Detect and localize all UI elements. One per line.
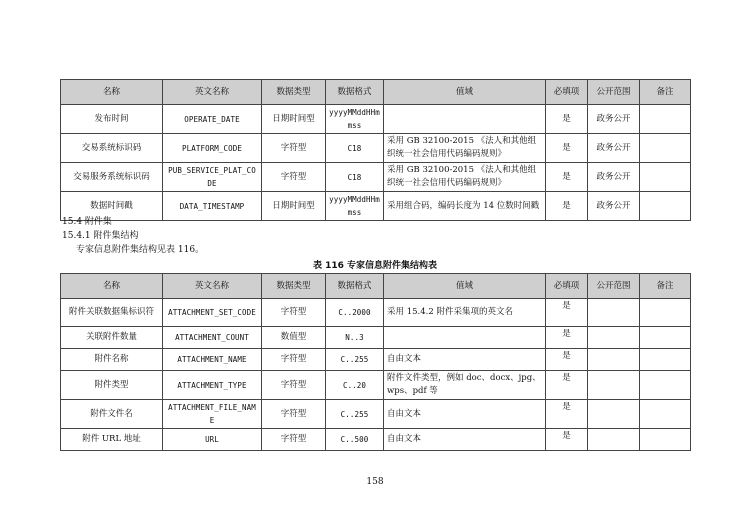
cell-required: 是 — [546, 429, 588, 451]
cell-data-format: C..500 — [326, 429, 384, 451]
col-header-remarks: 备注 — [640, 274, 691, 299]
cell-required: 是 — [546, 299, 588, 327]
table-row — [61, 105, 691, 134]
cell-data-format: C..255 — [326, 400, 384, 429]
cell-english-name: ATTACHMENT_TYPE — [163, 371, 262, 400]
cell-value-domain — [384, 327, 546, 349]
cell-value-domain: 自由文本 — [384, 349, 546, 371]
table-attachment-structure — [60, 273, 691, 451]
cell-name: 关联附件数量 — [61, 327, 163, 349]
cell-name: 交易服务系统标识码 — [61, 163, 163, 192]
cell-public-scope — [588, 400, 640, 429]
cell-data-type: 日期时间型 — [262, 192, 326, 221]
cell-remarks — [640, 400, 691, 429]
col-header-data-type: 数据类型 — [262, 80, 326, 105]
cell-name: 附件 URL 地址 — [61, 429, 163, 451]
cell-name: 交易系统标识码 — [61, 134, 163, 163]
cell-value-domain: 采用组合码，编码长度为 14 位数时间戳 — [384, 192, 546, 221]
cell-public-scope — [588, 299, 640, 327]
cell-data-format: yyyyMMddHHmmss — [326, 105, 384, 134]
cell-value-domain: 采用 GB 32100-2015 《法人和其他组织统一社会信用代码编码规则》 — [384, 163, 546, 192]
cell-remarks — [640, 371, 691, 400]
cell-value-domain: 采用 15.4.2 附件采集项的英文名 — [384, 299, 546, 327]
cell-value-domain: 采用 GB 32100-2015 《法人和其他组织统一社会信用代码编码规则》 — [384, 134, 546, 163]
col-header-public-scope: 公开范围 — [588, 274, 640, 299]
cell-data-type: 日期时间型 — [262, 105, 326, 134]
table-header-row — [61, 80, 691, 105]
cell-data-type: 字符型 — [262, 371, 326, 400]
table-row — [61, 299, 691, 327]
cell-public-scope: 政务公开 — [588, 105, 640, 134]
cell-english-name: PUB_SERVICE_PLAT_CODE — [163, 163, 262, 192]
cell-required: 是 — [546, 105, 588, 134]
cell-public-scope: 政务公开 — [588, 163, 640, 192]
cell-value-domain — [384, 105, 546, 134]
cell-english-name: PLATFORM_CODE — [163, 134, 262, 163]
page-number: 158 — [366, 477, 384, 487]
cell-data-type: 字符型 — [262, 400, 326, 429]
cell-data-format: C..255 — [326, 349, 384, 371]
table-row — [61, 192, 691, 221]
cell-data-type: 字符型 — [262, 134, 326, 163]
cell-required: 是 — [546, 349, 588, 371]
cell-public-scope — [588, 349, 640, 371]
col-header-value-domain: 值域 — [384, 80, 546, 105]
col-header-name: 名称 — [61, 274, 163, 299]
cell-remarks — [640, 163, 691, 192]
table-header-row — [61, 274, 691, 299]
cell-data-type: 字符型 — [262, 163, 326, 192]
cell-english-name: OPERATE_DATE — [163, 105, 262, 134]
cell-data-format: yyyyMMddHHmmss — [326, 192, 384, 221]
cell-english-name: ATTACHMENT_FILE_NAME — [163, 400, 262, 429]
col-header-data-format: 数据格式 — [326, 274, 384, 299]
cell-public-scope: 政务公开 — [588, 134, 640, 163]
cell-value-domain: 自由文本 — [384, 429, 546, 451]
cell-data-type: 字符型 — [262, 429, 326, 451]
cell-remarks — [640, 134, 691, 163]
section-heading-attachments: 15.4 附件集 — [62, 217, 112, 227]
cell-data-type: 字符型 — [262, 349, 326, 371]
col-header-public-scope: 公开范围 — [588, 80, 640, 105]
cell-value-domain: 附件文件类型，例如 doc、docx、jpg、wps、pdf 等 — [384, 371, 546, 400]
cell-data-format: N..3 — [326, 327, 384, 349]
cell-remarks — [640, 105, 691, 134]
cell-public-scope — [588, 371, 640, 400]
col-header-required: 必填项 — [546, 274, 588, 299]
table-row — [61, 134, 691, 163]
col-header-data-type: 数据类型 — [262, 274, 326, 299]
cell-data-format: C..2000 — [326, 299, 384, 327]
table-row — [61, 163, 691, 192]
cell-required: 是 — [546, 163, 588, 192]
intro-paragraph: 专家信息附件集结构见表 116。 — [76, 245, 205, 255]
cell-required: 是 — [546, 134, 588, 163]
cell-required: 是 — [546, 371, 588, 400]
table-publication-info — [60, 79, 691, 221]
col-header-english-name: 英文名称 — [163, 80, 262, 105]
table-row — [61, 371, 691, 400]
table-row — [61, 349, 691, 371]
cell-data-format: C..20 — [326, 371, 384, 400]
cell-required: 是 — [546, 400, 588, 429]
cell-data-type: 数值型 — [262, 327, 326, 349]
cell-remarks — [640, 192, 691, 221]
cell-english-name: ATTACHMENT_COUNT — [163, 327, 262, 349]
cell-data-format: C18 — [326, 163, 384, 192]
cell-public-scope: 政务公开 — [588, 192, 640, 221]
col-header-required: 必填项 — [546, 80, 588, 105]
cell-remarks — [640, 349, 691, 371]
col-header-value-domain: 值域 — [384, 274, 546, 299]
cell-english-name: URL — [163, 429, 262, 451]
cell-name: 附件文件名 — [61, 400, 163, 429]
table-row — [61, 400, 691, 429]
cell-value-domain: 自由文本 — [384, 400, 546, 429]
cell-name: 发布时间 — [61, 105, 163, 134]
cell-remarks — [640, 429, 691, 451]
cell-name: 附件名称 — [61, 349, 163, 371]
cell-data-format: C18 — [326, 134, 384, 163]
cell-remarks — [640, 327, 691, 349]
col-header-data-format: 数据格式 — [326, 80, 384, 105]
cell-name: 附件关联数据集标识符 — [61, 299, 163, 327]
col-header-remarks: 备注 — [640, 80, 691, 105]
cell-name: 附件类型 — [61, 371, 163, 400]
cell-english-name: DATA_TIMESTAMP — [163, 192, 262, 221]
cell-name: 数据时间戳 — [61, 192, 163, 221]
table-caption: 表 116 专家信息附件集结构表 — [312, 261, 438, 271]
col-header-name: 名称 — [61, 80, 163, 105]
cell-data-type: 字符型 — [262, 299, 326, 327]
cell-public-scope — [588, 327, 640, 349]
subsection-heading-attachment-structure: 15.4.1 附件集结构 — [62, 231, 139, 241]
cell-english-name: ATTACHMENT_SET_CODE — [163, 299, 262, 327]
cell-remarks — [640, 299, 691, 327]
table-row — [61, 429, 691, 451]
cell-public-scope — [588, 429, 640, 451]
cell-required: 是 — [546, 327, 588, 349]
cell-english-name: ATTACHMENT_NAME — [163, 349, 262, 371]
col-header-english-name: 英文名称 — [163, 274, 262, 299]
table-row — [61, 327, 691, 349]
cell-required: 是 — [546, 192, 588, 221]
